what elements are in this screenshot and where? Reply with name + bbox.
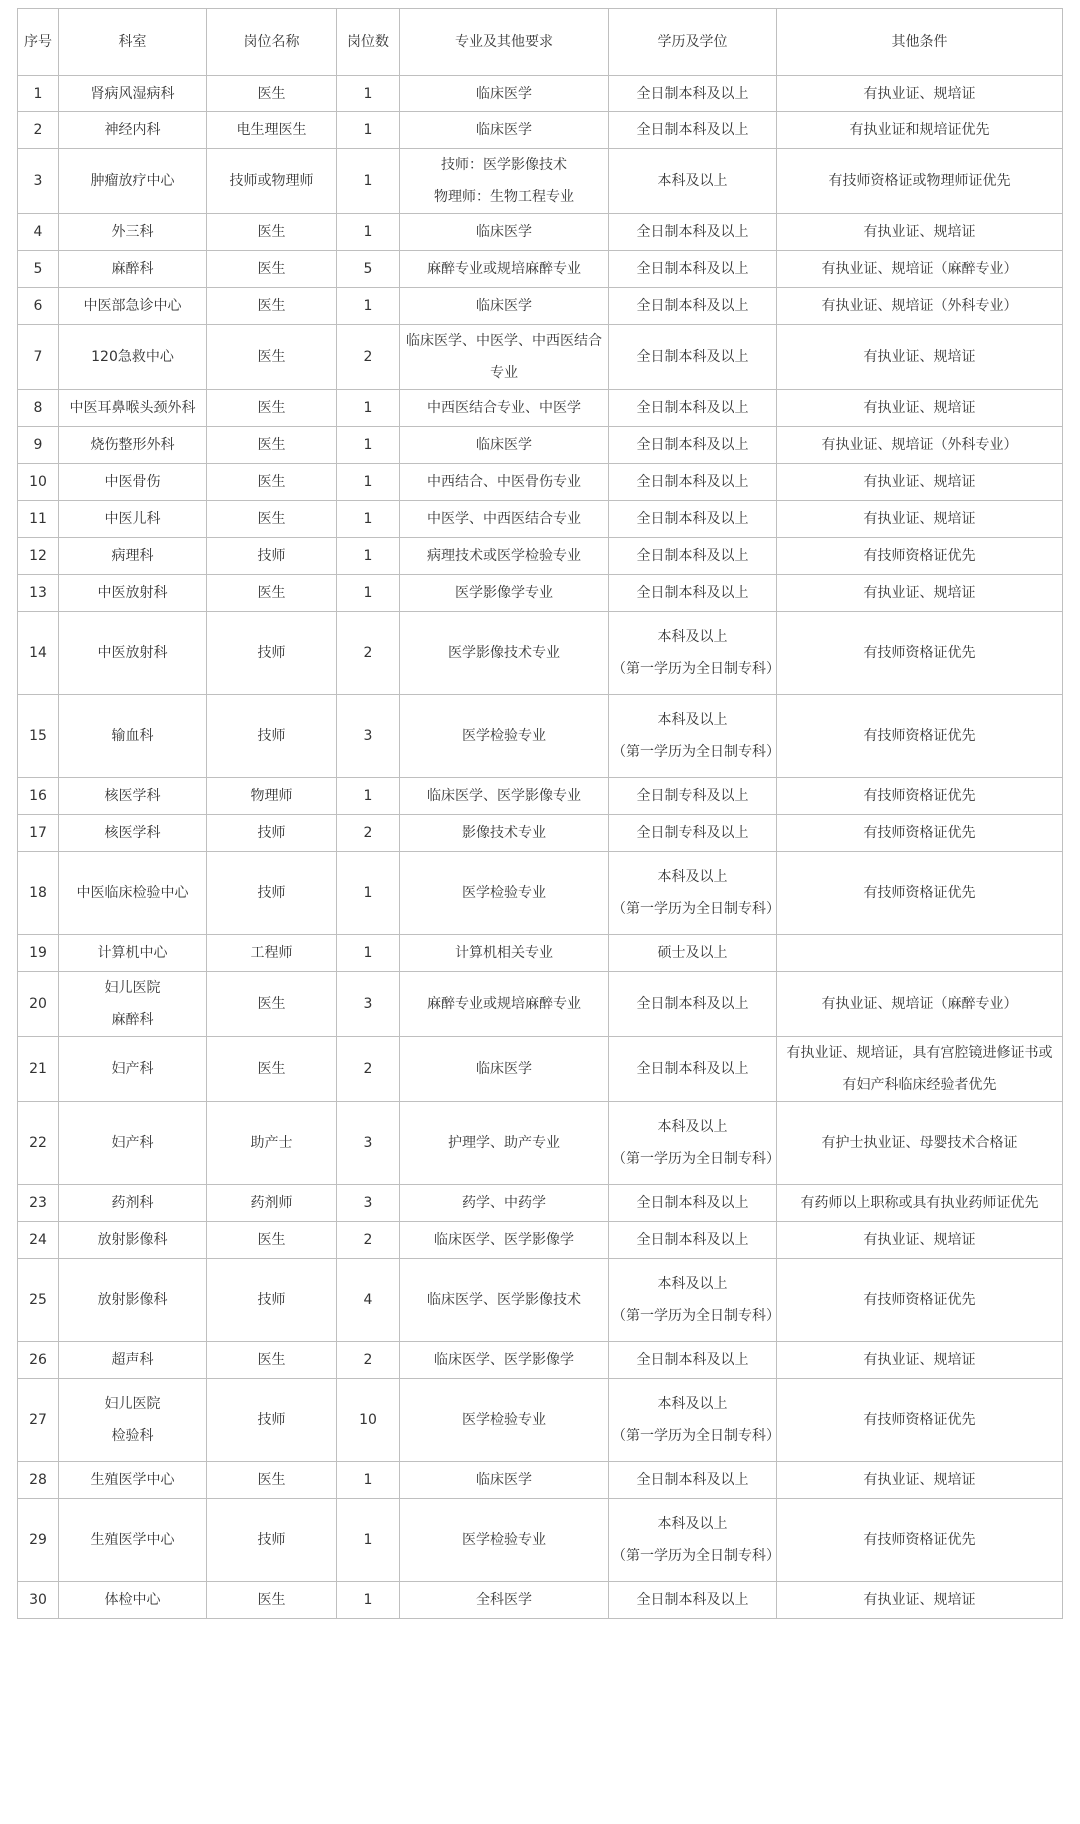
- cell-major: 计算机相关专业: [400, 935, 609, 972]
- header-edu: 学历及学位: [609, 9, 777, 76]
- cell-major: 临床医学、医学影像学: [400, 1342, 609, 1379]
- cell-edu: 本科及以上 （第一学历为全日制专科）: [609, 1259, 777, 1342]
- cell-other: 有执业证、规培证，具有宫腔镜进修证书或有妇产科临床经验者优先: [777, 1037, 1063, 1102]
- cell-count: 4: [337, 1259, 400, 1342]
- cell-count: 1: [337, 464, 400, 501]
- table-row: [18, 214, 1063, 251]
- cell-other: 有执业证、规培证: [777, 1582, 1063, 1619]
- cell-other: 有执业证、规培证: [777, 575, 1063, 612]
- cell-count: 1: [337, 1462, 400, 1499]
- cell-count: 3: [337, 695, 400, 778]
- cell-major: 病理技术或医学检验专业: [400, 538, 609, 575]
- cell-edu: 全日制本科及以上: [609, 1037, 777, 1102]
- cell-post: 技师: [207, 1499, 337, 1582]
- cell-count: 1: [337, 538, 400, 575]
- cell-count: 1: [337, 575, 400, 612]
- cell-count: 1: [337, 76, 400, 112]
- table-row: [18, 695, 1063, 778]
- cell-major: 临床医学、中医学、中西医结合专业: [400, 325, 609, 390]
- table-row: [18, 972, 1063, 1037]
- cell-other: [777, 935, 1063, 972]
- table-row: [18, 1582, 1063, 1619]
- table-row: [18, 76, 1063, 112]
- cell-major: 医学影像技术专业: [400, 612, 609, 695]
- cell-edu: 全日制本科及以上: [609, 972, 777, 1037]
- cell-count: 1: [337, 390, 400, 427]
- cell-post: 技师: [207, 852, 337, 935]
- cell-post: 医生: [207, 1037, 337, 1102]
- table-row: [18, 538, 1063, 575]
- table-row: [18, 251, 1063, 288]
- cell-dept: 放射影像科: [59, 1222, 207, 1259]
- cell-no: 29: [18, 1499, 59, 1582]
- cell-dept: 神经内科: [59, 112, 207, 149]
- cell-no: 4: [18, 214, 59, 251]
- cell-no: 19: [18, 935, 59, 972]
- cell-edu: 本科及以上: [609, 149, 777, 214]
- cell-dept: 计算机中心: [59, 935, 207, 972]
- cell-no: 12: [18, 538, 59, 575]
- cell-major: 临床医学: [400, 1462, 609, 1499]
- cell-edu: 全日制本科及以上: [609, 76, 777, 112]
- table-row: [18, 575, 1063, 612]
- cell-other: 有执业证、规培证（外科专业）: [777, 427, 1063, 464]
- cell-no: 10: [18, 464, 59, 501]
- table-row: [18, 1379, 1063, 1462]
- cell-post: 医生: [207, 501, 337, 538]
- cell-no: 20: [18, 972, 59, 1037]
- cell-post: 医生: [207, 214, 337, 251]
- cell-post: 医生: [207, 390, 337, 427]
- cell-no: 1: [18, 76, 59, 112]
- cell-dept: 烧伤整形外科: [59, 427, 207, 464]
- cell-count: 1: [337, 214, 400, 251]
- cell-edu: 全日制本科及以上: [609, 251, 777, 288]
- cell-edu: 本科及以上 （第一学历为全日制专科）: [609, 612, 777, 695]
- cell-edu: 全日制本科及以上: [609, 501, 777, 538]
- cell-count: 1: [337, 1499, 400, 1582]
- cell-major: 医学检验专业: [400, 695, 609, 778]
- cell-major: 医学检验专业: [400, 1379, 609, 1462]
- cell-dept: 中医部急诊中心: [59, 288, 207, 325]
- cell-post: 医生: [207, 575, 337, 612]
- table-row: [18, 288, 1063, 325]
- cell-major: 临床医学: [400, 112, 609, 149]
- table-row: [18, 1185, 1063, 1222]
- cell-major: 临床医学、医学影像专业: [400, 778, 609, 815]
- cell-other: 有执业证、规培证: [777, 214, 1063, 251]
- cell-other: 有执业证、规培证: [777, 1462, 1063, 1499]
- cell-post: 技师: [207, 612, 337, 695]
- cell-dept: 麻醉科: [59, 251, 207, 288]
- header-dept: 科室: [59, 9, 207, 76]
- table-row: [18, 852, 1063, 935]
- cell-no: 2: [18, 112, 59, 149]
- cell-other: 有技师资格证优先: [777, 612, 1063, 695]
- cell-post: 医生: [207, 1582, 337, 1619]
- cell-major: 临床医学: [400, 76, 609, 112]
- cell-post: 技师或物理师: [207, 149, 337, 214]
- header-post: 岗位名称: [207, 9, 337, 76]
- cell-dept: 输血科: [59, 695, 207, 778]
- cell-dept: 体检中心: [59, 1582, 207, 1619]
- cell-edu: 全日制本科及以上: [609, 325, 777, 390]
- cell-no: 27: [18, 1379, 59, 1462]
- cell-edu: 全日制本科及以上: [609, 538, 777, 575]
- cell-no: 14: [18, 612, 59, 695]
- cell-count: 1: [337, 1582, 400, 1619]
- cell-dept: 中医临床检验中心: [59, 852, 207, 935]
- cell-no: 9: [18, 427, 59, 464]
- header-row: [18, 9, 1063, 76]
- cell-count: 5: [337, 251, 400, 288]
- cell-major: 中医学、中西医结合专业: [400, 501, 609, 538]
- cell-other: 有执业证、规培证: [777, 1342, 1063, 1379]
- cell-edu: 全日制本科及以上: [609, 1222, 777, 1259]
- cell-other: 有执业证、规培证: [777, 325, 1063, 390]
- cell-dept: 妇儿医院 检验科: [59, 1379, 207, 1462]
- table-row: [18, 325, 1063, 390]
- cell-post: 助产士: [207, 1102, 337, 1185]
- cell-no: 24: [18, 1222, 59, 1259]
- table-row: [18, 1259, 1063, 1342]
- cell-count: 1: [337, 112, 400, 149]
- cell-dept: 120急救中心: [59, 325, 207, 390]
- cell-edu: 全日制本科及以上: [609, 575, 777, 612]
- cell-dept: 放射影像科: [59, 1259, 207, 1342]
- cell-edu: 全日制本科及以上: [609, 1342, 777, 1379]
- cell-post: 技师: [207, 695, 337, 778]
- cell-other: 有执业证、规培证（麻醉专业）: [777, 251, 1063, 288]
- cell-dept: 中医儿科: [59, 501, 207, 538]
- cell-edu: 本科及以上 （第一学历为全日制专科）: [609, 695, 777, 778]
- cell-dept: 生殖医学中心: [59, 1499, 207, 1582]
- cell-count: 1: [337, 501, 400, 538]
- cell-no: 3: [18, 149, 59, 214]
- cell-edu: 全日制本科及以上: [609, 1582, 777, 1619]
- cell-edu: 本科及以上 （第一学历为全日制专科）: [609, 852, 777, 935]
- cell-other: 有执业证、规培证（麻醉专业）: [777, 972, 1063, 1037]
- cell-other: 有技师资格证优先: [777, 815, 1063, 852]
- cell-major: 临床医学、医学影像学: [400, 1222, 609, 1259]
- cell-other: 有技师资格证或物理师证优先: [777, 149, 1063, 214]
- header-major: 专业及其他要求: [400, 9, 609, 76]
- cell-other: 有技师资格证优先: [777, 695, 1063, 778]
- cell-edu: 全日制本科及以上: [609, 1462, 777, 1499]
- cell-no: 18: [18, 852, 59, 935]
- cell-post: 技师: [207, 538, 337, 575]
- cell-other: 有技师资格证优先: [777, 1499, 1063, 1582]
- table-row: [18, 1462, 1063, 1499]
- cell-edu: 全日制本科及以上: [609, 288, 777, 325]
- cell-major: 中西医结合专业、中医学: [400, 390, 609, 427]
- cell-post: 药剂师: [207, 1185, 337, 1222]
- cell-dept: 病理科: [59, 538, 207, 575]
- cell-major: 技师：医学影像技术 物理师：生物工程专业: [400, 149, 609, 214]
- cell-post: 医生: [207, 325, 337, 390]
- cell-no: 13: [18, 575, 59, 612]
- table-row: [18, 1499, 1063, 1582]
- cell-dept: 核医学科: [59, 815, 207, 852]
- cell-major: 麻醉专业或规培麻醉专业: [400, 251, 609, 288]
- cell-dept: 核医学科: [59, 778, 207, 815]
- cell-major: 医学检验专业: [400, 852, 609, 935]
- cell-major: 全科医学: [400, 1582, 609, 1619]
- table-row: [18, 1222, 1063, 1259]
- cell-other: 有执业证、规培证（外科专业）: [777, 288, 1063, 325]
- table-row: [18, 501, 1063, 538]
- cell-major: 临床医学: [400, 288, 609, 325]
- table-row: [18, 778, 1063, 815]
- cell-other: 有执业证和规培证优先: [777, 112, 1063, 149]
- cell-count: 3: [337, 1102, 400, 1185]
- cell-major: 医学检验专业: [400, 1499, 609, 1582]
- cell-edu: 本科及以上 （第一学历为全日制专科）: [609, 1379, 777, 1462]
- cell-other: 有技师资格证优先: [777, 852, 1063, 935]
- recruitment-table-container: [17, 8, 1062, 1619]
- table-row: [18, 390, 1063, 427]
- cell-dept: 妇产科: [59, 1102, 207, 1185]
- cell-post: 医生: [207, 288, 337, 325]
- cell-edu: 全日制专科及以上: [609, 815, 777, 852]
- cell-dept: 中医耳鼻喉头颈外科: [59, 390, 207, 427]
- cell-no: 15: [18, 695, 59, 778]
- cell-no: 22: [18, 1102, 59, 1185]
- table-row: [18, 612, 1063, 695]
- cell-no: 17: [18, 815, 59, 852]
- table-body: [18, 76, 1063, 1619]
- cell-no: 7: [18, 325, 59, 390]
- header-other: 其他条件: [777, 9, 1063, 76]
- cell-no: 11: [18, 501, 59, 538]
- cell-post: 电生理医生: [207, 112, 337, 149]
- cell-dept: 肾病风湿病科: [59, 76, 207, 112]
- cell-dept: 生殖医学中心: [59, 1462, 207, 1499]
- cell-dept: 肿瘤放疗中心: [59, 149, 207, 214]
- cell-no: 8: [18, 390, 59, 427]
- cell-post: 医生: [207, 427, 337, 464]
- cell-other: 有技师资格证优先: [777, 1259, 1063, 1342]
- cell-major: 临床医学: [400, 214, 609, 251]
- cell-major: 临床医学、医学影像技术: [400, 1259, 609, 1342]
- cell-major: 临床医学: [400, 427, 609, 464]
- table-row: [18, 815, 1063, 852]
- cell-count: 1: [337, 935, 400, 972]
- cell-dept: 中医放射科: [59, 612, 207, 695]
- cell-count: 1: [337, 778, 400, 815]
- cell-no: 30: [18, 1582, 59, 1619]
- cell-dept: 中医放射科: [59, 575, 207, 612]
- cell-count: 2: [337, 325, 400, 390]
- cell-other: 有执业证、规培证: [777, 76, 1063, 112]
- cell-count: 1: [337, 852, 400, 935]
- cell-no: 5: [18, 251, 59, 288]
- cell-dept: 超声科: [59, 1342, 207, 1379]
- cell-dept: 外三科: [59, 214, 207, 251]
- cell-other: 有护士执业证、母婴技术合格证: [777, 1102, 1063, 1185]
- cell-major: 医学影像学专业: [400, 575, 609, 612]
- cell-major: 影像技术专业: [400, 815, 609, 852]
- cell-no: 26: [18, 1342, 59, 1379]
- cell-post: 技师: [207, 1379, 337, 1462]
- cell-no: 28: [18, 1462, 59, 1499]
- table-row: [18, 149, 1063, 214]
- cell-other: 有技师资格证优先: [777, 778, 1063, 815]
- table-row: [18, 1037, 1063, 1102]
- cell-other: 有药师以上职称或具有执业药师证优先: [777, 1185, 1063, 1222]
- recruitment-table: [17, 8, 1063, 1619]
- cell-count: 2: [337, 612, 400, 695]
- cell-post: 医生: [207, 972, 337, 1037]
- cell-count: 1: [337, 149, 400, 214]
- cell-post: 技师: [207, 1259, 337, 1342]
- header-count: 岗位数: [337, 9, 400, 76]
- table-row: [18, 112, 1063, 149]
- cell-major: 药学、中药学: [400, 1185, 609, 1222]
- header-no: 序号: [18, 9, 59, 76]
- cell-other: 有执业证、规培证: [777, 464, 1063, 501]
- cell-no: 23: [18, 1185, 59, 1222]
- cell-post: 医生: [207, 1342, 337, 1379]
- cell-other: 有执业证、规培证: [777, 501, 1063, 538]
- cell-count: 2: [337, 1342, 400, 1379]
- cell-major: 麻醉专业或规培麻醉专业: [400, 972, 609, 1037]
- cell-count: 1: [337, 427, 400, 464]
- table-row: [18, 935, 1063, 972]
- cell-edu: 全日制专科及以上: [609, 778, 777, 815]
- cell-edu: 本科及以上 （第一学历为全日制专科）: [609, 1102, 777, 1185]
- cell-other: 有执业证、规培证: [777, 390, 1063, 427]
- cell-edu: 全日制本科及以上: [609, 464, 777, 501]
- cell-post: 医生: [207, 76, 337, 112]
- cell-edu: 全日制本科及以上: [609, 390, 777, 427]
- cell-no: 25: [18, 1259, 59, 1342]
- cell-edu: 全日制本科及以上: [609, 214, 777, 251]
- cell-edu: 本科及以上 （第一学历为全日制专科）: [609, 1499, 777, 1582]
- cell-edu: 硕士及以上: [609, 935, 777, 972]
- cell-major: 临床医学: [400, 1037, 609, 1102]
- cell-edu: 全日制本科及以上: [609, 1185, 777, 1222]
- cell-major: 中西结合、中医骨伤专业: [400, 464, 609, 501]
- table-row: [18, 464, 1063, 501]
- cell-dept: 妇产科: [59, 1037, 207, 1102]
- cell-post: 医生: [207, 251, 337, 288]
- cell-post: 医生: [207, 1222, 337, 1259]
- cell-post: 技师: [207, 815, 337, 852]
- cell-post: 工程师: [207, 935, 337, 972]
- cell-major: 护理学、助产专业: [400, 1102, 609, 1185]
- cell-count: 3: [337, 1185, 400, 1222]
- cell-edu: 全日制本科及以上: [609, 112, 777, 149]
- cell-no: 16: [18, 778, 59, 815]
- cell-edu: 全日制本科及以上: [609, 427, 777, 464]
- cell-no: 6: [18, 288, 59, 325]
- cell-count: 10: [337, 1379, 400, 1462]
- cell-post: 医生: [207, 464, 337, 501]
- cell-no: 21: [18, 1037, 59, 1102]
- cell-count: 2: [337, 1222, 400, 1259]
- cell-count: 3: [337, 972, 400, 1037]
- cell-other: 有技师资格证优先: [777, 1379, 1063, 1462]
- cell-other: 有执业证、规培证: [777, 1222, 1063, 1259]
- table-row: [18, 1342, 1063, 1379]
- cell-dept: 中医骨伤: [59, 464, 207, 501]
- cell-post: 物理师: [207, 778, 337, 815]
- cell-count: 2: [337, 815, 400, 852]
- table-row: [18, 427, 1063, 464]
- cell-other: 有技师资格证优先: [777, 538, 1063, 575]
- cell-post: 医生: [207, 1462, 337, 1499]
- cell-count: 1: [337, 288, 400, 325]
- cell-dept: 药剂科: [59, 1185, 207, 1222]
- cell-dept: 妇儿医院 麻醉科: [59, 972, 207, 1037]
- table-row: [18, 1102, 1063, 1185]
- cell-count: 2: [337, 1037, 400, 1102]
